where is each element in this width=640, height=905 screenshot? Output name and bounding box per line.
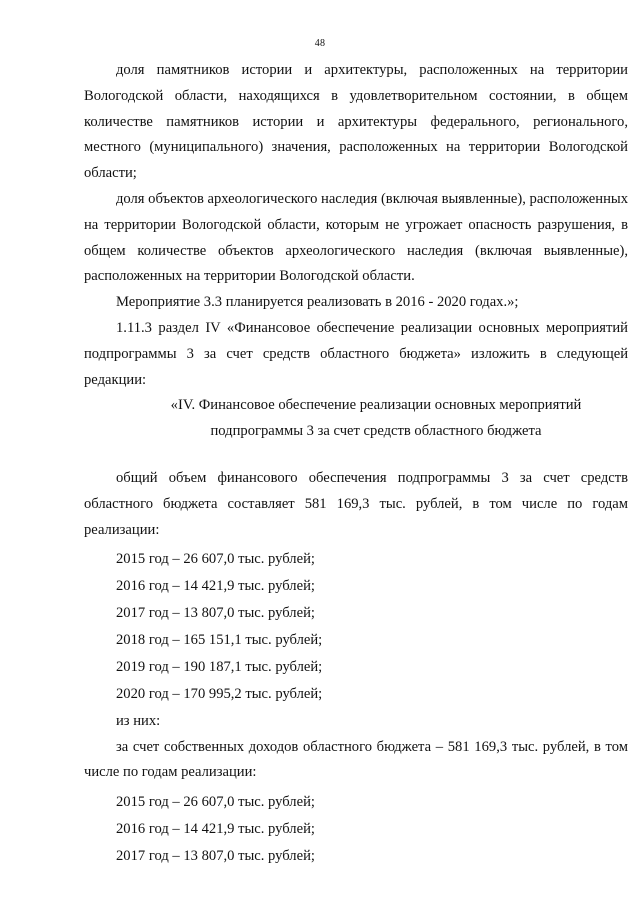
list-item: 2017 год – 13 807,0 тыс. рублей; [116, 605, 315, 622]
years-total-list [84, 543, 628, 734]
paragraph-archaeology-share: доля объектов археологического наследия (включая выявленные), расположенных на территории Вологодской области, которым не угрожает опасность разрушения, в общем количестве объектов археологического наследия (включая выявленные), расположенных на территории Вологодской области. [84, 190, 628, 285]
list-item: 2017 год – 13 807,0 тыс. рублей; [116, 848, 315, 865]
list-item: 2019 год – 190 187,1 тыс. рублей; [116, 658, 323, 675]
paragraph-section-iv-amendment: 1.11.3 раздел IV «Финансовое обеспечение реализации основных мероприятий подпрограммы 3 за счет средств областного бюджета» изложить в следующей редакции: [84, 319, 628, 388]
page-number: 48 [314, 38, 326, 49]
paragraph-own-income: за счет собственных доходов областного бюджета – 581 169,3 тыс. рублей, в том числе по годам реализации: [84, 738, 628, 781]
list-item: 2015 год – 26 607,0 тыс. рублей; [116, 551, 315, 568]
section-heading-line-2: подпрограммы 3 за счет средств областного бюджета [210, 423, 542, 440]
paragraph-total-financing: общий объем финансового обеспечения подпрограммы 3 за счет средств областного бюджета составляет 581 169,3 тыс. рублей, в том числе по годам реализации: [84, 469, 628, 538]
years-own-list [84, 786, 628, 870]
paragraph-monuments-share: доля памятников истории и архитектуры, расположенных на территории Вологодской области, находящихся в удовлетворительном состоянии, в общем количестве памятников истории и архитектуры федерального, регионального, местного (муниципального) значения, расположенных на территории Вологодской области; [84, 62, 628, 182]
list-item: 2018 год – 165 151,1 тыс. рублей; [116, 632, 323, 649]
heading-spacer [84, 445, 628, 466]
list-item: 2015 год – 26 607,0 тыс. рублей; [116, 794, 315, 811]
document-body [84, 58, 628, 870]
list-item: 2016 год – 14 421,9 тыс. рублей; [116, 578, 315, 595]
list-item: 2020 год – 170 995,2 тыс. рублей; [116, 685, 323, 702]
section-heading-line-1: «IV. Финансовое обеспечение реализации основных мероприятий [170, 397, 582, 414]
of-them-label: из них: [116, 712, 161, 729]
list-item: 2016 год – 14 421,9 тыс. рублей; [116, 821, 315, 838]
paragraph-measure-3-3: Мероприятие 3.3 планируется реализовать в 2016 - 2020 годах.»; [116, 294, 519, 311]
